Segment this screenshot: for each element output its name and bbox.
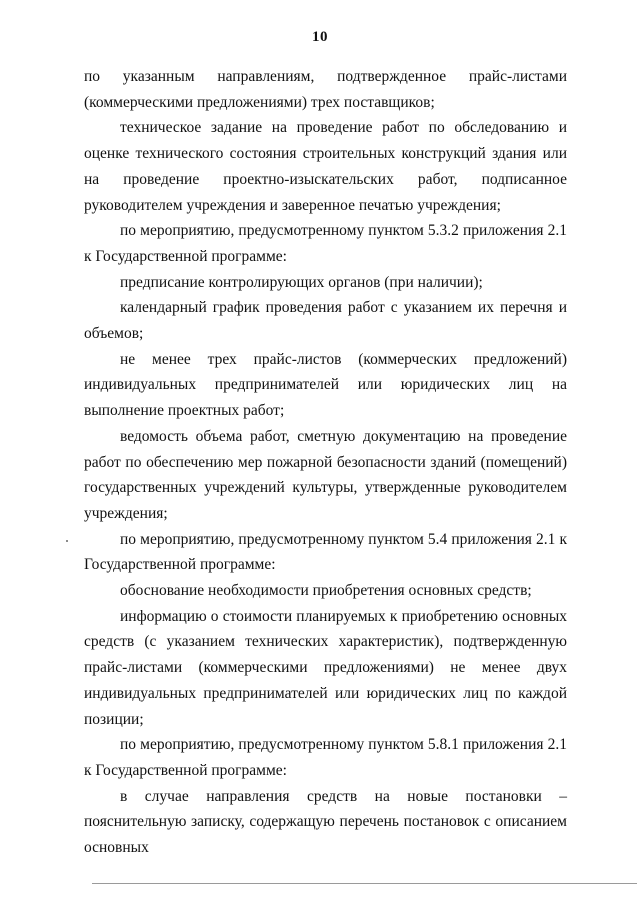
paragraph-measure-5-4: по мероприятию, предусмотренному пунктом 5.4 приложения 2.1 к Государственной программе: — [84, 530, 567, 574]
paragraph-prescription: предписание контролирующих органов (при наличии); — [120, 273, 483, 291]
paragraph-price-lists: не менее трех прайс-листов (коммерческих предложений) индивидуальных предпринимателей или юридических лиц на выполнение проектных работ; — [84, 350, 567, 420]
paragraph-technical-task: техническое задание на проведение работ по обследованию и оценке технического состояния строительных конструкций здания или на проведение проектно-изыскательских работ, подписанное руководителем учреждения и заверенное печатью учреждения; — [84, 119, 567, 214]
scan-artifact-dot — [66, 540, 68, 542]
paragraph-new-productions: в случае направления средств на новые постановки – пояснительную записку, содержащую перечень постановок с описанием основных — [84, 787, 567, 857]
page-number: 10 — [312, 29, 328, 45]
paragraph-continued: по указанным направлениям, подтвержденное прайс-листами (коммерческими предложениями) трех поставщиков; — [84, 68, 567, 111]
scan-artifact-line — [92, 883, 637, 884]
paragraph-cost-info: информацию о стоимости планируемых к приобретению основных средств (с указанием технических характеристик), подтвержденную прайс-листами (коммерческими предложениями) не менее двух индивидуальных предпринимателей или юридических лиц по каждой позиции; — [84, 607, 567, 728]
paragraph-measure-5-3-2: по мероприятию, предусмотренному пунктом 5.3.2 приложения 2.1 к Государственной программе: — [84, 222, 567, 265]
paragraph-schedule: календарный график проведения работ с указанием их перечня и объемов; — [84, 299, 567, 343]
paragraph-measure-5-8-1: по мероприятию, предусмотренному пунктом 5.8.1 приложения 2.1 к Государственной программе: — [84, 736, 567, 779]
paragraph-justification: обоснование необходимости приобретения основных средств; — [120, 582, 532, 600]
document-body — [84, 64, 567, 861]
paragraph-work-statement: ведомость объема работ, сметную документацию на проведение работ по обеспечению мер пожарной безопасности зданий (помещений) государственных учреждений культуры, утвержденные руководителем учреждения; — [84, 427, 567, 522]
